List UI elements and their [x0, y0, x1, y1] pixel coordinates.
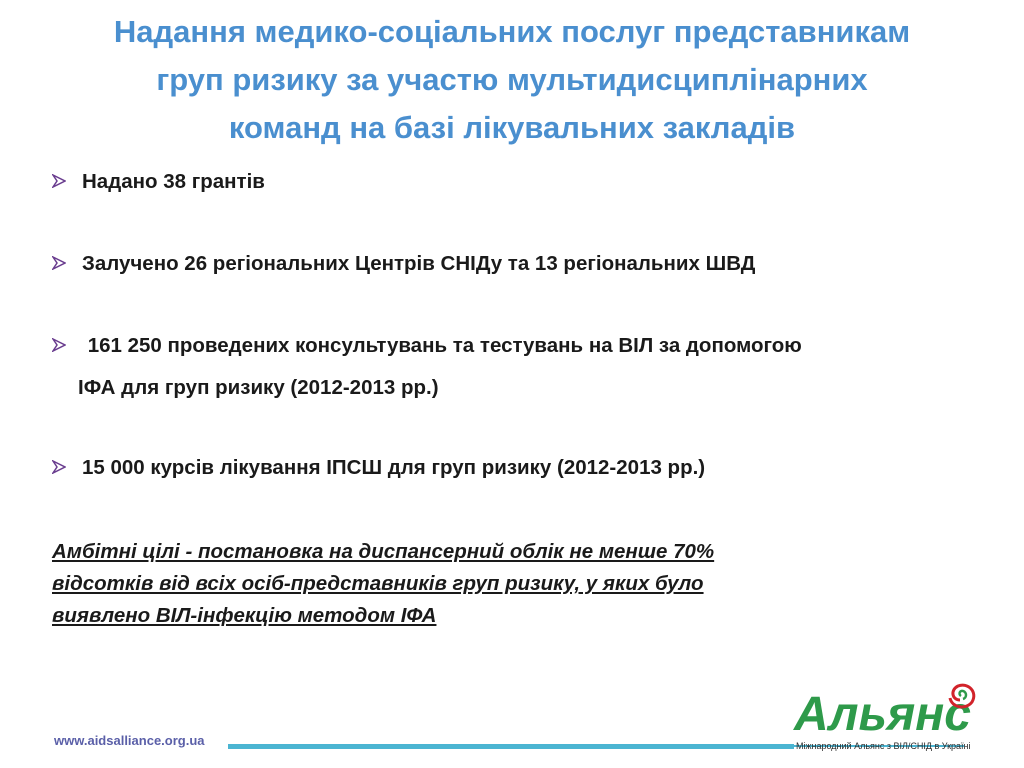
bullet-item-centers [52, 252, 755, 276]
footer-divider [228, 744, 794, 749]
logo-subtitle: Міжнародний Альянс з ВІЛ/СНІД в Україні [796, 741, 971, 751]
title-line-1: Надання медико-соціальних послуг представникам [113, 14, 911, 49]
arrowhead-bullet-icon [52, 338, 66, 352]
logo-text: Альянс [794, 688, 971, 740]
title-line-2: груп ризику за участю мультидисциплінарних [156, 62, 868, 97]
bullet-item-treatment [52, 456, 705, 480]
bullet-text: Залучено 26 регіональних Центрів СНІДу та 13 регіональних ШВД [82, 252, 756, 275]
goal-line-3: виявлено ВІЛ-інфекцію методом ІФА [52, 604, 437, 627]
arrowhead-bullet-icon [52, 174, 66, 188]
bullet-text: 15 000 курсів лікування ІПСШ для груп ризику (2012-2013 рр.) [82, 456, 706, 479]
bullet-continuation: ІФА для груп ризику (2012-2013 рр.) [78, 376, 439, 399]
arrowhead-bullet-icon [52, 256, 66, 270]
bullet-text: 161 250 проведених консультувань та тестувань на ВІЛ за допомогою [82, 334, 802, 357]
alliance-logo [792, 674, 982, 740]
slide-title [40, 8, 984, 152]
goal-line-1: Амбітні цілі - постановка на диспансерний облік не менше 70% [52, 540, 715, 563]
bullet-text: Надано 38 грантів [82, 170, 265, 193]
bullet-item-consultations [52, 334, 802, 358]
footer-url: www.aidsalliance.org.ua [54, 733, 205, 748]
arrowhead-bullet-icon [52, 460, 66, 474]
goal-line-2: відсотків від всіх осіб-представників груп ризику, у яких було [52, 572, 704, 595]
title-line-3: команд на базі лікувальних закладів [228, 110, 796, 145]
bullet-item-grants [52, 170, 265, 194]
